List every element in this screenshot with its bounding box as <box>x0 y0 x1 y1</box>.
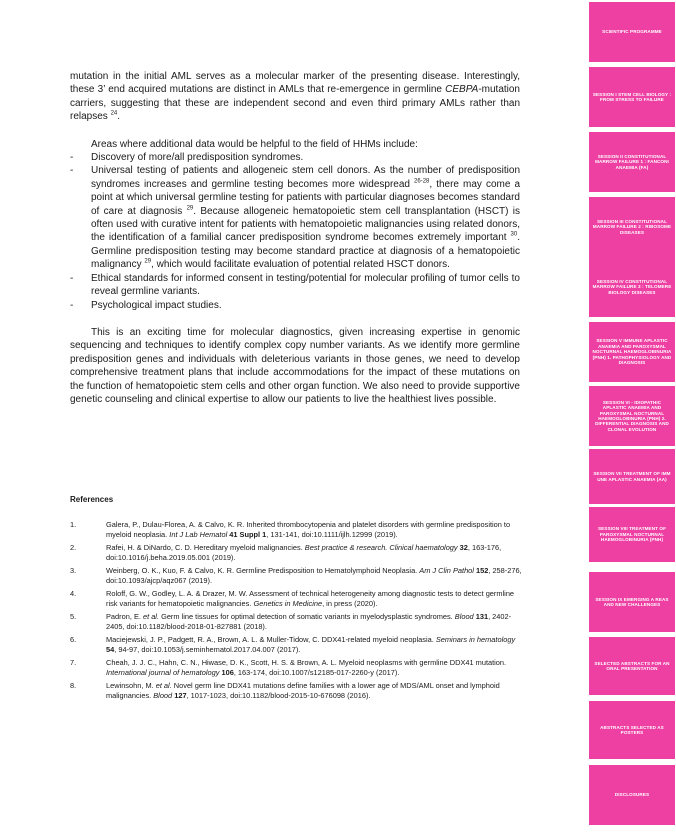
areas-intro: Areas where additional data would be helpful to the field of HHMs include: <box>91 138 418 150</box>
reference-number: 8. <box>70 681 77 690</box>
reference-number: 7. <box>70 658 77 667</box>
reference-number: 2. <box>70 543 77 552</box>
text-run: , 258-276, doi:10.1093/ajcp/aqz067 (2019). <box>106 566 522 585</box>
text-run: mutation in the initial AML serves as a molecular marker of the presenting disease. Interestingly, these 3’ end acquired mutations are distinct in AMLs that re-emergence in germline <box>70 71 520 96</box>
text-run: -mutation carriers, suggesting that these are independent second and even third primary AMLs rather than relapses <box>70 84 520 123</box>
text-run: Lewinsohn, M. <box>106 681 156 690</box>
text-run: Psychological impact studies. <box>91 299 222 311</box>
reference-item <box>70 635 522 655</box>
bullet-dash: - <box>70 152 74 164</box>
sidebar-nav-label: DISCLOSURES <box>614 792 650 798</box>
text-run: 41 Suppl 1 <box>229 530 267 539</box>
sidebar-nav-label: SESSION IV CONSTITUTIONAL MARROW FAILURE 3 : TELOMERE BIOLOGY DISEASES <box>592 278 672 295</box>
text-run: Ethical standards for informed consent in testing/potential for molecular profiling of tumor cells to reveal germline variants. <box>91 272 520 298</box>
text-run: Int J Lab Hematol <box>169 530 228 539</box>
references-list <box>70 520 522 704</box>
sidebar-nav-label: SESSION II CONSTITUTIONAL MARROW FAILURE 1 : FANCONI ANAEMIA (FA) <box>595 153 669 170</box>
text-run: 152 <box>476 566 489 575</box>
reference-item <box>70 612 522 632</box>
bullet-dash: - <box>70 165 74 177</box>
reference-number: 5. <box>70 612 77 621</box>
text-run: Blood <box>454 612 474 621</box>
text-run: Discovery of more/all predisposition syndromes. <box>91 152 304 164</box>
list-item <box>70 151 520 164</box>
list-item-text <box>91 152 303 163</box>
bullet-dash: - <box>70 299 74 311</box>
references-heading: References <box>70 495 114 504</box>
sidebar-navigation <box>587 0 676 832</box>
sidebar-nav-item[interactable] <box>589 637 675 695</box>
text-run: 30 <box>510 232 518 239</box>
text-run: 54 <box>106 645 115 654</box>
text-run: 106 <box>221 668 234 677</box>
text-run: Genetics in Medicine <box>253 599 323 608</box>
sidebar-nav-item[interactable] <box>589 67 675 127</box>
text-run: Novel germ line DDX41 mutations define families with a lower age of MDS/AML onset and lymphoid malignancies. <box>106 681 500 700</box>
reference-item <box>70 543 522 563</box>
text-run: 26-28 <box>414 178 430 185</box>
sidebar-nav-item[interactable] <box>589 765 675 825</box>
text-run: 29 <box>186 205 194 212</box>
sidebar-nav-item[interactable] <box>589 132 675 192</box>
reference-item <box>70 658 522 678</box>
reference-item <box>70 681 522 701</box>
reference-text <box>106 520 510 539</box>
list-item <box>70 299 520 312</box>
list-item-text <box>91 300 222 311</box>
text-run: Rafei, H. & DiNardo, C. D. Hereditary myeloid malignancies. <box>106 543 305 552</box>
sidebar-nav-item[interactable] <box>589 2 675 62</box>
reference-number: 6. <box>70 635 77 644</box>
reference-number: 3. <box>70 566 77 575</box>
text-run: , 94-97, doi:10.1053/j.seminhematol.2017.04.007 (2017). <box>114 645 301 654</box>
main-content <box>70 70 520 406</box>
text-run: Roloff, G. W., Godley, L. A. & Drazer, M. W. Assessment of technical heterogeneity among diagnostic tests to detect germline risk variants for hematopoietic malignancies. <box>106 589 515 608</box>
text-run: et al. <box>155 681 172 690</box>
text-run: , 131-141, doi:10.1111/ijlh.12999 (2019). <box>266 530 398 539</box>
sidebar-nav-item[interactable] <box>589 197 675 257</box>
reference-item <box>70 566 522 586</box>
sidebar-nav-label: SCIENTIFIC PROGRAMME <box>602 29 662 35</box>
text-run: , 163-174, doi:10.1007/s12185-017-2260-y (2017). <box>233 668 400 677</box>
text-run: , 2402-2405, doi:10.1182/blood-2018-01-827881 (2018). <box>106 612 512 631</box>
text-run: Cheah, J. J. C., Hahn, C. N., Hiwase, D. K., Scott, H. S. & Brown, A. L. Myeloid neoplasms with germline DDX41 mutation. <box>106 658 507 667</box>
reference-item <box>70 589 522 609</box>
text-run: 127 <box>174 691 187 700</box>
list-item-text <box>91 273 520 297</box>
sidebar-nav-item[interactable] <box>589 322 675 382</box>
text-run: . Because allogeneic hematopoietic stem cell transplantation (HSCT) is often used with curative intent for patients with hematopoietic malignancies using related donors, the identification of a familial cancer predisposition syndrome becomes extremely important <box>91 205 520 244</box>
text-run: , 1017-1023, doi:10.1182/blood-2015-10-676098 (2016). <box>186 691 371 700</box>
text-run: , in press (2020). <box>322 599 378 608</box>
reference-text <box>106 681 500 700</box>
text-run: et al. <box>142 612 160 621</box>
text-run: Am J Clin Pathol <box>419 566 474 575</box>
text-run: Germ line tissues for optimal detection of somatic variants in myelodysplastic syndromes. <box>159 612 455 621</box>
sidebar-nav-label: SELECTED ABSTRACTS FOR AN ORAL PRESENTATION <box>594 660 670 671</box>
text-run: Galera, P., Dulau-Florea, A. & Calvo, K. R. Inherited thrombocytopenia and platelet disorders with germline predisposition to myeloid neoplasia. <box>106 520 511 539</box>
sidebar-nav-label: SESSION I STEM CELL BIOLOGY : FROM STRESS TO FAILURE <box>592 91 672 102</box>
text-run: Best practice & research. Clinical haematology <box>304 543 458 552</box>
sidebar-nav-item[interactable] <box>589 507 675 562</box>
text-run: International journal of hematology <box>106 668 220 677</box>
text-run: . <box>117 111 121 123</box>
reference-text <box>106 635 515 654</box>
text-run: Maciejewski, J. P., Padgett, R. A., Brown, A. L. & Muller-Tidow, C. DDX41-related myeloid neoplasia. <box>106 635 436 644</box>
sidebar-nav-label: ABSTRACTS SELECTED AS POSTERS <box>600 724 664 735</box>
sidebar-nav-label: SESSION V IMMUNE APLASTIC ANAEMIA AND PAROXYSMAL NOCTURNAL HAEMOGLOBINURIA (PNH) 1. PATHOPHYSIOLOGY AND DIAGNOSIS <box>592 338 672 366</box>
sidebar-nav-item[interactable] <box>589 449 675 504</box>
sidebar-nav-item[interactable] <box>589 257 675 317</box>
text-run: , there may come a point at which universal germline testing for patients with particular diagnoses becomes standard of care at diagnosis <box>91 178 521 217</box>
text-run: 32 <box>459 543 468 552</box>
sidebar-nav-label: SESSION III CONSTITUTIONAL MARROW FAILURE 2 : RIBOSOME DISEASES <box>592 218 672 235</box>
sidebar-nav-item[interactable] <box>589 701 675 759</box>
areas-list <box>70 151 520 312</box>
sidebar-nav-label: SESSION VI - IDIOPATHIC APLASTIC ANAEMIA AND PAROXYSMAL NOCTURNAL HAEMOGLOBINURIA (PNH) 2. DIFFERENTIAL DIAGNOSIS AND CLONAL EVOLUTION <box>595 399 669 432</box>
sidebar-nav-item[interactable] <box>589 572 675 632</box>
text-run: . Germline predisposition testing may become standard practice at diagnosis of a hematopoietic malignancy <box>91 232 520 271</box>
sidebar-nav-label: SESSION VII TREATMENT OF IMM UNE APLASTIC ANAEMIA (AA) <box>593 471 671 482</box>
paragraph-aml-markers <box>70 70 520 124</box>
text-run: 131 <box>475 612 489 621</box>
text-run: Weinberg, O. K., Kuo, F. & Calvo, K. R. Germline Predisposition to Hematolymphoid Neoplasia. <box>106 566 420 575</box>
reference-item <box>70 520 522 540</box>
reference-number: 4. <box>70 589 77 598</box>
reference-text <box>106 612 511 631</box>
text-run: CEBPA <box>445 84 479 96</box>
list-item <box>70 164 520 271</box>
bullet-dash: - <box>70 272 74 284</box>
reference-text <box>106 658 506 677</box>
reference-text <box>106 543 501 562</box>
list-item-text <box>91 165 520 270</box>
text-run: 24 <box>110 110 118 117</box>
sidebar-nav-label: SESSION IX EMERGING A REAS AND NEW CHALLENGES <box>595 596 669 607</box>
text-run: Blood <box>153 691 173 700</box>
text-run: 29 <box>144 258 152 265</box>
text-run: , 163-176, doi:10.1016/j.beha.2019.05.001 (2019). <box>106 543 502 562</box>
sidebar-nav-item[interactable] <box>589 386 675 446</box>
reference-number: 1. <box>70 520 77 529</box>
text-run: , which would facilitate evaluation of potential related HSCT donors. <box>151 259 450 271</box>
text-run: Universal testing of patients and allogeneic stem cell donors. As the number of predisposition syndromes increases and germline testing becomes more widespread <box>91 165 520 190</box>
list-item <box>70 272 520 299</box>
text-run: Padron, E. <box>106 612 143 621</box>
reference-text <box>106 589 514 608</box>
sidebar-nav-label: SESSION VIII TREATMENT OF PAROXYSMAL NOCTURNAL HAEMOGLOBINURIA (PNH) <box>597 526 666 543</box>
reference-text <box>106 566 522 585</box>
paragraph-conclusion: This is an exciting time for molecular diagnostics, given increasing expertise in genomic sequencing and techniques to identify complex copy number variants. As we identify more germline predisposition genes and individuals with deleterious variants in those genes, we need to develop comprehensive treatment plans that include accommodations for the impact of these mutations on the function of hematopoietic stem cells and other organ function. We also need to provide supportive genetic counseling and clinical expertise to allow our patients to live the healthiest lives possible. <box>70 326 520 405</box>
text-run: Seminars in hematology <box>435 635 516 644</box>
